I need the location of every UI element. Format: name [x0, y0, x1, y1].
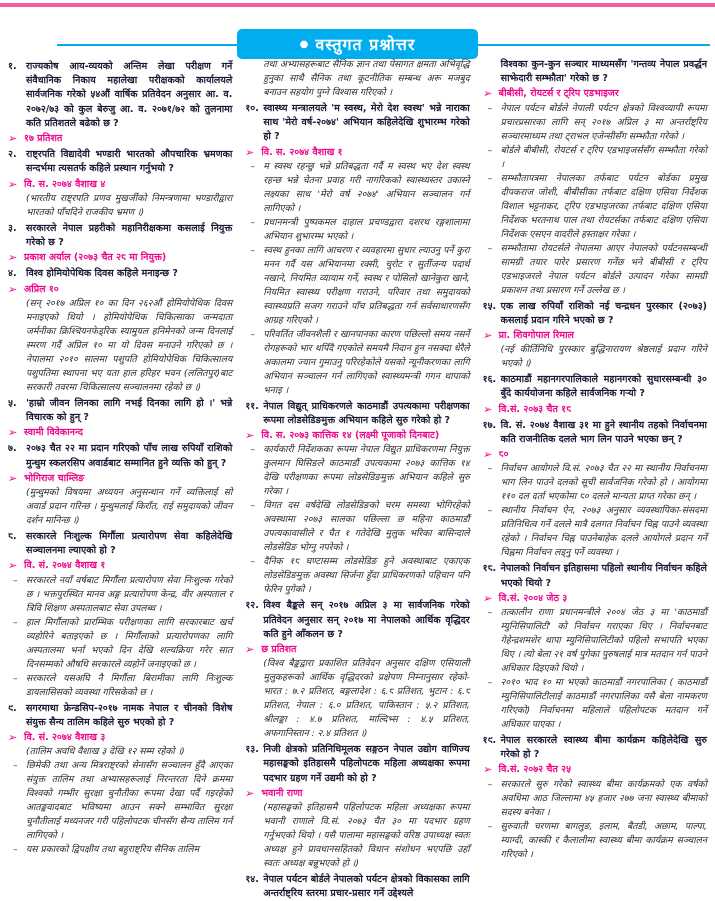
bullet-item	[245, 244, 469, 328]
question	[483, 734, 707, 762]
answer-text: वि. स. २०७४ वैशाख १	[261, 146, 343, 158]
explanation-note: (महासङ्घको इतिहासमै पहिलोपटक महिला अध्यक्षका रूपमा भवानी राणाले वि.सं. २०७३ चैत ३० मा पदभार ग्रहण गर्नुभएको थियो । यसै पालामा महासङ्घको वरिष्ठ उपाध्यक्ष स्वतः अध्यक्ष हुने प्रावधानसहितको विधान संशोधन भएपछि उहाँ स्वतः अध्यक्ष बन्नुभएको हो ।)	[263, 802, 470, 870]
bullet-item	[245, 328, 469, 398]
question	[483, 562, 707, 590]
answer-arrow-icon: ➢	[6, 731, 19, 745]
question-number: १९.	[482, 735, 497, 747]
question-text: नेपाल सरकारले स्वास्थ्य बीमा कार्यक्रम कहिलेदेखि सुरु गरेको हो ?	[500, 735, 707, 761]
answer-text: छ प्रतिशत	[261, 644, 297, 656]
answer	[483, 87, 707, 101]
bullet-item	[483, 172, 707, 242]
answer	[8, 426, 232, 440]
bullet-item	[245, 216, 469, 244]
question	[483, 300, 707, 328]
question-continuation: विश्वका कुन-कुन सञ्चार माध्यमसँग 'गन्तव्य नेपाल प्रवर्द्धन साझेदारी सम्झौता' गरेको छ ?	[500, 59, 707, 85]
answer	[245, 643, 469, 657]
text-column-3	[483, 58, 707, 886]
bullet-dash-icon: –	[487, 242, 493, 254]
answer-text: वि. सं. २०७४ वैशाख ३	[24, 732, 106, 744]
question-number: १०.	[245, 103, 259, 114]
answer	[8, 283, 232, 297]
top-pink-rule	[0, 3, 715, 7]
question-text: विश्व बैङ्कले सन् २०१७ अप्रिल ३ मा सार्वजनिक गरेको प्रतिवेदन अनुसार सन् २०१७ मा नेपालको आर्थिक वृद्धिदर कति हुने आँकलन छ ?	[263, 600, 470, 640]
bullet-icon: ●	[299, 38, 310, 50]
answer-text: वि.सं. २००४ जेठ ३	[498, 592, 568, 604]
question	[483, 373, 707, 401]
bullet-text: प्रधानमन्त्री पुष्पकमल दाहाल प्रचण्डद्वारा दशरथ रङ्गशालामा अभियान शुभारम्भ भएको ।	[263, 216, 470, 242]
answer-arrow-icon: ➢	[481, 448, 494, 462]
bullet-text: दैनिक १८ घण्टासम्म लोडसेडिङ हुने अवस्थाबाट एकाएक लोडसेडिङमुक्त अवस्था सिर्जना हुँदा प्राधिकरणको पहिचान पनि फेरिन पुगेको ।	[263, 556, 470, 596]
bullet-text: परिवर्तित जीवनशैली र खानपानका कारण पछिल्लो समय नसर्ने रोगहरूको भार थपिँदै गएकोले समयमै निदान हुन नसक्दा धेरैले अकालमा ज्यान गुमाउनु परिरहेकोले यसको न्यूनीकरणका लागि अभियान सञ्चालन गर्न लागिएको स्वास्थ्यमन्त्री गगन थापाको भनाइ ।	[263, 328, 470, 396]
question	[245, 102, 469, 145]
question-text: एक लाख रुपियाँ राशिको नई चन्द्रधन पुरस्कार (२०७३) कसलाई प्रदान गरिने भएको छ ?	[500, 300, 707, 326]
answer-text: भवानी राणा	[261, 787, 303, 799]
question-text: राज्यकोष आय-व्ययको अन्तिम लेखा परीक्षण गर्ने संवैधानिक निकाय महालेखा परीक्षकको कार्यालयले सार्वजनिक गरेको ५४औं वार्षिक प्रतिवेदन अनुसार आ. व. २०७२/७३ को कुल बेरुजु आ. व. २०७१/७२ को तुलनामा कति प्रतिशतले बढेको छ ?	[26, 61, 233, 129]
answer-text: १७ प्रतिशत	[24, 133, 63, 145]
answer-arrow-icon: ➢	[6, 132, 19, 146]
answer	[8, 472, 232, 486]
answer-text: वि.सं. २०७३ चैत १८	[498, 403, 572, 415]
bullet-item	[483, 778, 707, 820]
bullet-item	[8, 843, 232, 857]
answer	[245, 146, 469, 160]
question-number: १७.	[482, 419, 497, 431]
question-number: ८.	[8, 531, 17, 543]
bullet-item	[8, 759, 232, 843]
answer-text: वि. स. २०७४ वैशाख ४	[24, 178, 106, 190]
header-rule-right	[478, 44, 710, 46]
answer	[8, 731, 232, 745]
question-text: काठमाडौं महानगरपालिकाले महानगरको सुधारसम्बन्धी ३० बुँदे कार्ययोजना कहिले सार्वजनिक गऱ्यो ?	[500, 374, 707, 400]
question-number: ११.	[245, 400, 259, 412]
question-number: ३.	[8, 222, 17, 234]
question-number: ५.	[8, 397, 17, 409]
bullet-text: स्वस्थ हुनका लागि आचरण र व्यवहारमा सुधार ल्याउनु पर्ने कुरा मनन गर्दै यस अभियानमा रक्सी, चुरोट र सुर्तीजन्य पदार्थ नखाने, नियमित व्यायाम गर्ने, स्वस्थ र पोसिलो खानेकुरा खाने, नियमित स्वास्थ्य परीक्षण गराउने, परिवार तथा समुदायको स्वास्थ्यप्रति सजग गराउने पाँच प्रतिबद्धता गर्न सर्वसाधारणसँग आग्रह गरिएको ।	[263, 244, 470, 326]
answer-text: ८०	[498, 449, 509, 461]
bullet-dash-icon: –	[250, 328, 255, 340]
bullet-text: तत्कालीन राणा प्रधानमन्त्रीले २००४ जेठ ३ मा 'काठमाडौं म्युनिसिपालिटी' को निर्वाचन गराएका थिए । निर्वाचनबाट गेहेन्द्रशमशेर थापा म्युनिसिपालिटीको पहिलो सभापति भएका थिए । त्यो बेला २१ वर्ष पुगेका पुरुषलाई मात्र मतदान गर्न पाउने अधिकार दिइएको थियो ।	[500, 607, 707, 675]
text-column-2	[244, 58, 470, 900]
bullet-dash-icon: –	[250, 216, 255, 228]
bullet-dash-icon: –	[13, 616, 18, 628]
answer-text: स्वामी विवेकानन्द	[24, 427, 83, 439]
bullet-text: २०१० भाद १० मा भएको काठमाडौं नगरपालिका ( काठमाडौं म्युनिसिपालिटीलाई काठमाडौं नगरपालिका यसै बेला नामकरण गरिएको) निर्वाचनमा महिलाले पहिलोपटक मतदान गर्ने अधिकार पाएका ।	[500, 677, 707, 731]
explanation-note: (मुन्धुमको विषयमा अध्ययन अनुसन्धान गर्ने व्यक्तिलाई सो अवार्ड प्रदान गरिन्छ । मुन्धुमलाई किराँत, राई समुदायको जीवन दर्शन मानिन्छ ।)	[26, 487, 233, 527]
answer-arrow-icon: ➢	[244, 786, 257, 800]
bullet-text: बोर्डले बीबीसी, रोयटर्स र ट्रिप एडभाइजर्ससँग सम्झौता गरेको ।	[500, 144, 707, 170]
question-text: विश्व होमियोपेथिक दिवस कहिले मनाइन्छ ?	[26, 268, 178, 280]
bullet-dash-icon: –	[487, 820, 493, 832]
answer-arrow-icon: ➢	[6, 426, 19, 440]
answer	[8, 178, 232, 192]
question-number: १५.	[482, 300, 497, 312]
bullet-item	[483, 102, 707, 144]
question-number: १४.	[245, 874, 259, 886]
answer-arrow-icon: ➢	[6, 559, 19, 573]
question-number: २.	[8, 149, 17, 161]
bullet-item	[8, 616, 232, 672]
bullet-dash-icon: –	[13, 574, 18, 586]
bullet-item	[245, 443, 469, 499]
question	[245, 743, 469, 786]
answer	[483, 592, 707, 606]
bullet-item	[245, 499, 469, 555]
question	[8, 60, 232, 131]
answer-text: वि. स. २०७३ कात्तिक १४ (लक्ष्मी पूजाको दिनबाट)	[261, 430, 440, 442]
question-text: २०७३ चैत २२ मा प्रदान गरिएको पाँच लाख रुपियाँ राशिको मुन्धुम स्कलरसिप अवार्डबाट सम्मानित हुने व्यक्ति को हुन् ?	[26, 443, 233, 469]
bullet-text: सम्झौतामा रोयटर्सले नेपालमा आएर नेपालको पर्यटनसम्बन्धी सामग्री तयार पारेर प्रसारण गर्नेछ भने बीबीसी र ट्रिप एडभाइजरले नेपाल पर्यटन बोर्डले उत्पादन गरेका सामग्री प्रकाशन तथा प्रसारण गर्ने उल्लेख छ ।	[500, 242, 707, 296]
question-number: १.	[8, 61, 17, 72]
bullet-text: सुरुवाती चरणमा बागलुङ, इलाम, बैतडी, अछाम, पाल्पा, म्याग्दी, कास्की र कैलालीमा स्वास्थ्य बीमा कार्यक्रम सञ्चालन गरिएको ।	[500, 820, 707, 860]
question-number: १२.	[245, 600, 259, 612]
answer-arrow-icon: ➢	[481, 87, 494, 101]
bullet-text: यस प्रकारको द्विपक्षीय तथा बहुराष्ट्रिय सैनिक तालिम	[26, 844, 200, 856]
answer	[8, 559, 232, 573]
section-title-banner	[237, 29, 478, 59]
question	[8, 267, 232, 281]
question-number: १६.	[482, 374, 497, 386]
answer-arrow-icon: ➢	[244, 429, 257, 443]
section-title: वस्तुगत प्रश्नोत्तर	[315, 35, 416, 54]
answer	[245, 787, 469, 801]
bullet-text: निर्वाचन आयोगले वि.सं. २०७३ चैत २२ मा स्थानीय निर्वाचनमा भाग लिन पाउने दलको सूची सार्वजनिक गरेको हो । आयोगमा ११० दल दर्ता भएकोमा ८० दलले मान्यता प्राप्त गरेका छन् ।	[500, 463, 707, 503]
question-text: निजी क्षेत्रको प्रतिनिधिमूलक सङ्गठन नेपाल उद्योग वाणिज्य महासङ्घको इतिहासमै पहिलोपटक महिला अध्यक्षका रूपमा पदभार ग्रहण गर्ने उद्यमी को हो ?	[263, 744, 470, 784]
answer-arrow-icon: ➢	[481, 402, 494, 416]
answer-arrow-icon: ➢	[481, 591, 494, 605]
answer-arrow-icon: ➢	[481, 763, 494, 777]
bullet-dash-icon: –	[13, 844, 18, 856]
bullet-item	[8, 574, 232, 616]
bullet-item	[483, 144, 707, 172]
explanation-note: (नई कीर्तिनिधि पुरस्कार बुद्धिनारायण श्रेष्ठलाई प्रदान गरिने भएको ।)	[500, 344, 707, 370]
bullet-item	[483, 242, 707, 298]
question-number: १८.	[482, 563, 497, 575]
bullet-dash-icon: –	[487, 778, 493, 790]
bullet-dash-icon: –	[487, 463, 493, 475]
article-columns	[6, 58, 707, 900]
answer	[8, 251, 232, 265]
answer	[483, 448, 707, 462]
answer	[483, 403, 707, 417]
bullet-dash-icon: –	[487, 505, 493, 517]
continuation-text: तथा अभ्यासहरूबाट सैनिक ज्ञान तथा पेसागत क्षमता अभिवृद्धि हुनुका साथै सैनिक तथा कूटनीतिक सम्बन्ध अरू मजबुद बनाउन सहयोग पुग्ने विश्वास गरिएको ।	[263, 59, 470, 98]
question	[483, 419, 707, 447]
question-text: सरकारले निःशुल्क मिर्गौला प्रत्यारोपण सेवा कहिलेदेखि सञ्चालनमा ल्याएको हो ?	[26, 531, 233, 557]
explanation-note: (विश्व बैङ्कद्वारा प्रकाशित प्रतिवेदन अनुसार दक्षिण एसियाली मुलुकहरूको आर्थिक वृद्धिदरको प्रक्षेपण निम्नानुसार रहेको- भारत : ७.२ प्रतिशत, बङ्गलादेश : ६.८ प्रतिशत, भुटान : ६.८ प्रतिशत, नेपाल : ६.० प्रतिशत, पाकिस्तान : ५.२ प्रतिशत, श्रीलङ्का : ४.७ प्रतिशत, माल्दिभ्स : ४.५ प्रतिशत, अफगानिस्तान : २.४ प्रतिशत ।)	[263, 658, 470, 740]
bullet-text: हाल मिर्गौलाको प्रारम्भिक परीक्षणका लागि सरकारबाट खर्च व्यहोरिने बताइएको छ । मिर्गौलाको प्रत्यारोपणका लागि अस्पतालमा भर्ना भएको दिन देखि शल्यक्रिया गरेर सात दिनसम्मको औषधि सरकारले व्यहोर्ने जनाइएको छ ।	[26, 616, 233, 670]
bullet-dash-icon: –	[487, 677, 493, 689]
bullet-dash-icon: –	[487, 607, 493, 619]
bullet-item	[245, 160, 469, 216]
bullet-dash-icon: –	[487, 102, 493, 114]
question-text: सगरमाथा फ्रेन्डसिप-२०१७ नामक नेपाल र चीनको विशेष संयुक्त सैन्य तालिम कहिले सुरु भएको हो ?	[26, 702, 233, 728]
question	[8, 397, 232, 425]
question	[8, 702, 232, 730]
answer-text: बीबीसी, रोयटर्स र ट्रिप एडभाइजर	[498, 88, 619, 100]
bullet-text: सरकारले सुरु गरेको स्वास्थ्य बीमा कार्यक्रमको एक वर्षको अवधिमा आठ जिल्लामा ४५ हजार २७७ जना स्वास्थ्य बीमाको सदस्य बनेका ।	[500, 778, 707, 818]
bullet-dash-icon: –	[250, 556, 255, 568]
question-text: सरकारले नेपाल प्रहरीको महानिरीक्षकमा कसलाई नियुक्त गरेको छ ?	[26, 222, 233, 249]
answer-text: प्रा. शिवगोपाल रिमाल	[498, 330, 574, 342]
bullet-item	[483, 504, 707, 560]
bullet-item	[483, 606, 707, 676]
bullet-text: नेपाल पर्यटन बोर्डले नेपाली पर्यटन क्षेत्रको विश्वव्यापी रूपमा प्रचारप्रसारका लागि सन् २०१७ अप्रिल ३ मा अन्तर्राष्ट्रिय सञ्चारमाध्यम तथा ट्राभल एजेन्सीसँग सम्झौता गरेको ।	[500, 102, 707, 142]
answer	[8, 132, 232, 146]
answer-arrow-icon: ➢	[244, 643, 257, 657]
bullet-text: म स्वस्थ रहन्छु भन्ने प्रतिबद्धता गर्दै म स्वस्थ भए देश स्वस्थ रहन्छ भन्ने चेतना प्रवाह गरी नागरिकको स्वास्थ्यस्तर उकास्ने लक्ष्यका साथ 'मेरो वर्ष २०७४' अभियान सञ्चालन गर्न लागिएको ।	[263, 160, 470, 214]
answer-text: प्रकाश अर्याल (२०७३ चैत २८ मा नियुक्त)	[24, 252, 167, 264]
question-number: १३.	[245, 744, 259, 756]
bullet-text: सरकारले नयाँ वर्षबाट मिर्गौला प्रत्यारोपण सेवा निःशुल्क गरेको छ । भक्तपुरस्थित मानव अङ्ग प्रत्यारोपण केन्द्र, वीर अस्पताल र त्रिवि शिक्षण अस्पतालबाट सेवा उपलब्ध ।	[26, 574, 233, 614]
question-number: ९.	[8, 702, 17, 714]
question-text: स्वास्थ्य मन्त्रालयले 'म स्वस्थ, मेरो देश स्वस्थ' भन्ने नाराका साथ 'मेरो वर्ष-२०७४' अभियान कहिलेदेखि शुभारम्भ गरेको हो ?	[263, 103, 470, 143]
bullet-text: सरकारले यसअघि नै मिर्गौला बिरामीका लागि निःशुल्क डायलासिसको व्यवस्था गरिसकेको छ ।	[26, 672, 233, 698]
bullet-dash-icon: –	[250, 244, 255, 256]
question	[8, 530, 232, 558]
bullet-text: सम्झौतापत्रमा नेपालका तर्फबाट पर्यटन बोर्डका प्रमुख दीपकराज जोशी, बीबीसीका तर्फबाट दक्षिण एसिया निर्देशक विशाल भट्टनाकर, ट्रिप एडभाइजरका तर्फबाट दक्षिण एसिया निर्देशक भरतनाथ पाल तथा रोयटर्सका तर्फबाट दक्षिण एसिया निर्देशक एसएन वादरीले हस्ताक्षर गरेका ।	[500, 172, 707, 240]
bullet-dash-icon: –	[250, 160, 255, 172]
explanation-note: (सन् २०१७ अप्रिल १० का दिन २६२औं होमियोपेथिक दिवस मनाइएको थियो । होमियोपेथिक चिकित्साका जन्मदाता जर्मनीका क्रिश्चियनफेड्रिक स्यामुयल हनिमेनको जन्म दिनलाई स्मरण गर्दै अप्रिल १० मा यो दिवस मनाउने गरिएको छ । नेपालमा २०१० सालमा पशुपति होमियोपेथिक चिकित्सालय पशुपतिमा स्थापना भए यता हाल हरिहर भवन (ललितपुर)बाट सरकारी तवरमा चिकित्सालय सञ्चालनमा रहेको छ ।)	[26, 297, 233, 393]
bullet-item	[483, 820, 707, 862]
question-text: नेपाल विद्युत् प्राधिकरणले काठमाडौं उपत्यकामा परीक्षणका रूपमा लोडसेडिङमुक्त अभियान कहिले सुरु गरेको हो ?	[263, 400, 470, 427]
question	[245, 873, 469, 901]
answer-arrow-icon: ➢	[6, 471, 19, 485]
bullet-dash-icon: –	[250, 444, 255, 456]
answer-arrow-icon: ➢	[6, 251, 19, 265]
bullet-dash-icon: –	[250, 500, 255, 512]
bullet-text: स्थानीय निर्वाचन ऐन, २०७३ अनुसार व्यवस्थापिका-संसदमा प्रतिनिधित्व गर्ने दलले मात्रै दलगत निर्वाचन चिह्न पाउने व्यवस्था रहेको । निर्वाचन चिह्न पाउनेबाहेक दलले आयोगले प्रदान गर्ने चिह्नमा निर्वाचन लड्नु पर्ने व्यवस्था ।	[500, 505, 707, 559]
question	[8, 442, 232, 470]
question-text: 'हाम्रो जीवन लिनका लागि नभई दिनका लागि हो ।' भन्ने विचारक को हुन् ?	[26, 397, 233, 424]
explanation-note: (भारतीय राष्ट्रपति प्रणव मुखर्जीको निमन्त्रणामा भण्डारीद्वारा भारतको पाँचदिने राजकीय भ्रमण ।)	[26, 192, 233, 218]
question	[245, 400, 469, 428]
question-text: राष्ट्रपति विद्यादेवी भण्डारी भारतको औपचारिक भ्रमणका सन्दर्भमा त्यसतर्फ कहिले प्रस्थान गर्नुभयो ?	[26, 149, 233, 175]
explanation-note: (तालिम अवधि वैशाख ३ देखि १२ सम्म रहेको ।)	[26, 746, 185, 758]
answer-text: अप्रिल १०	[24, 283, 59, 295]
question	[8, 222, 232, 250]
question-text: वि. सं. २०७४ वैशाख ३१ मा हुने स्थानीय तहको निर्वाचनमा कति राजनीतिक दलले भाग लिन पाउने भएका छन् ?	[500, 419, 707, 446]
answer-text: वि.सं. २०७२ चैत २५	[498, 764, 572, 776]
bullet-item	[483, 676, 707, 732]
answer-arrow-icon: ➢	[6, 177, 19, 191]
bullet-dash-icon: –	[13, 672, 18, 684]
bullet-text: विगत दस वर्षदेखि लोडसेडिङको चरम समस्या भोगिरहेको अवस्थामा २०७३ सालका पछिल्ला छ महिना काठमाडौं उपत्यकावासीले र चैत १ गतेदेखि मुलुक भरिका बासिन्दाले लोडसेडिङ भोग्नु नपरेको ।	[263, 500, 470, 554]
answer-text: भोगिराज चाम्लिङ	[24, 472, 85, 484]
answer-text: वि. सं. २०७४ वैशाख १	[24, 560, 106, 572]
question	[245, 599, 469, 642]
bullet-item	[8, 672, 232, 700]
question-number: ४.	[8, 268, 17, 280]
answer-arrow-icon: ➢	[481, 329, 494, 343]
answer	[483, 329, 707, 343]
bullet-text: छिमेकी तथा अन्य मित्रराष्ट्रको सेनासँग सञ्चालन हुँदै आएका संयुक्त तालिम तथा अभ्यासहरूलाई निरन्तरता दिने क्रममा विश्वको गम्भीर सुरक्षा चुनौतीका रूपमा देखा पर्दै गइरहेको आतङ्कवादबाट भविष्यमा आउन सक्ने सम्भावित सुरक्षा चुनौतीलाई मध्यनजर गरी पहिलोपटक चीनसँग सैन्य तालिम गर्न लागिएको ।	[26, 760, 233, 842]
bullet-item	[245, 555, 469, 597]
bullet-dash-icon: –	[487, 144, 493, 156]
question-number: ७.	[8, 443, 17, 455]
answer	[483, 763, 707, 777]
answer	[245, 429, 469, 443]
bullet-text: कार्यकारी निर्देशकका रूपमा नेपाल विद्युत प्राधिकरणमा नियुक्त कुलमान घिसिङले काठमाडौं उपत्यकामा २०७३ कात्तिक १४ देखि परीक्षणका रूपमा लोडसेडिङमुक्त अभियान कहिले सुरु गरेका ।	[263, 444, 470, 498]
question	[8, 148, 232, 176]
answer-arrow-icon: ➢	[6, 282, 19, 296]
bullet-dash-icon: –	[13, 760, 18, 772]
bullet-dash-icon: –	[487, 172, 493, 184]
section-header	[0, 14, 715, 54]
question-text: नेपालको निर्वाचन इतिहासमा पहिलो स्थानीय निर्वाचन कहिले भएको थियो ?	[500, 563, 707, 589]
header-rule-left	[57, 44, 237, 46]
bullet-item	[483, 462, 707, 504]
answer-arrow-icon: ➢	[244, 145, 257, 159]
text-column-1	[8, 58, 232, 886]
question-text: नेपाल पर्यटन बोर्डले नेपालको पर्यटन क्षेत्रको विकासका लागि अन्तर्राष्ट्रिय स्तरमा प्रचार-प्रसार गर्ने उद्देश्यले	[263, 874, 470, 900]
